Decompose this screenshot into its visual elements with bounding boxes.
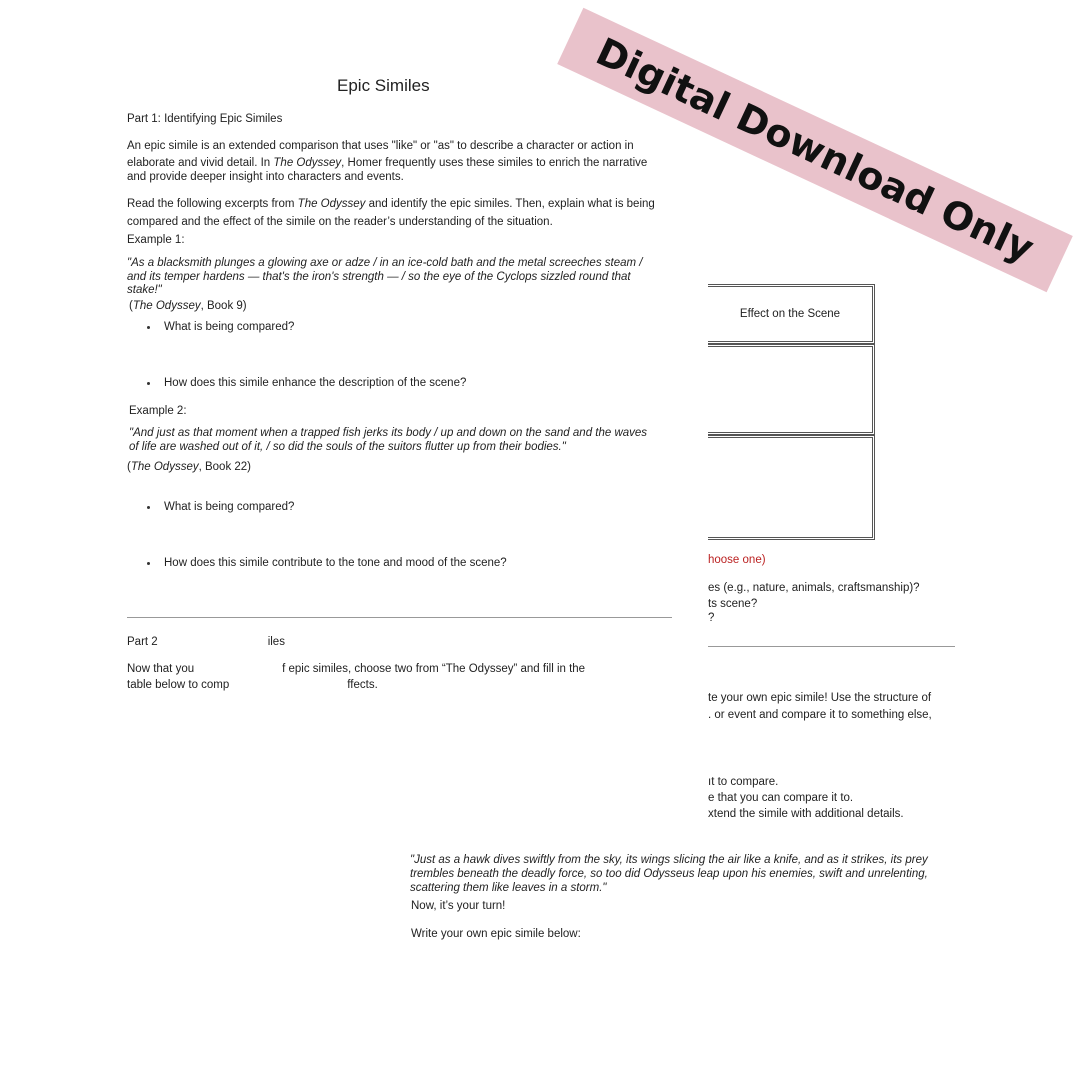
text: f epic similes, choose two from “The Odyssey” and fill in the	[282, 663, 586, 675]
question: What is being compared?	[164, 501, 295, 513]
example2-quote: "And just as that moment when a trapped fish jerks its body / up and down on the sand and the waves	[129, 427, 648, 439]
step: xtend the simile with additional details.	[708, 808, 904, 820]
part3-text: te your own epic simile! Use the structure of	[708, 692, 932, 704]
table-cell[interactable]	[708, 344, 875, 435]
instructions-line	[127, 198, 655, 211]
bullet-icon	[147, 382, 150, 385]
part1-heading: Part 1: Identifying Epic Similes	[127, 113, 283, 125]
text: Now that you	[127, 663, 195, 675]
divider	[708, 646, 955, 647]
watermark-text: Digital Download Only	[589, 29, 1041, 271]
example1-label: Example 1:	[127, 234, 185, 246]
example1-quote: and its temper hardens — that's the iron's strength — / so the eye of the Cyclops sizzled round that	[127, 271, 631, 283]
part2-text	[127, 663, 585, 676]
text: , Book 22)	[198, 461, 252, 473]
example1-quote: stake!"	[127, 284, 162, 296]
text: , Book 9)	[200, 300, 247, 312]
your-turn: Now, it’s your turn!	[411, 900, 506, 912]
book-title: The Odyssey	[273, 157, 342, 169]
book-title: The Odyssey	[297, 198, 366, 210]
text: and identify the epic similes. Then, explain what is being	[365, 198, 655, 210]
model-quote: "Just as a hawk dives swiftly from the sky, its wings slicing the air like a knife, and as it strikes, its prey	[410, 854, 928, 866]
example2-quote: of life are washed out of it, / so did the souls of the suitors flutter up from their bodies."	[129, 441, 566, 453]
page-title: Epic Similes	[337, 76, 430, 95]
table-header-cell	[708, 284, 875, 344]
bullet-icon	[147, 506, 150, 509]
intro-line	[127, 157, 647, 170]
watermark-banner	[557, 8, 1073, 292]
question: What is being compared?	[164, 321, 295, 333]
question-line: es (e.g., nature, animals, craftsmanship)?	[708, 582, 920, 594]
column-header: Effect on the Scene	[739, 308, 841, 320]
question: How does this simile contribute to the tone and mood of the scene?	[164, 557, 507, 569]
bullet-icon	[147, 562, 150, 565]
text: , Homer frequently uses these similes to enrich the narrative	[341, 157, 648, 169]
step: e that you can compare it to.	[708, 792, 854, 804]
intro-line: and provide deeper insight into characters and events.	[127, 171, 404, 183]
part2-text	[127, 679, 378, 692]
step: ıt to compare.	[708, 776, 779, 788]
text: (	[127, 461, 131, 473]
question: How does this simile enhance the description of the scene?	[164, 377, 467, 389]
write-prompt: Write your own epic simile below:	[411, 928, 581, 940]
text: (	[129, 300, 133, 312]
model-quote: trembles beneath the deadly force, so too did Odysseus leap upon his enemies, swift and unrelenting,	[410, 868, 928, 880]
text: table below to comp	[127, 679, 230, 691]
choose-note: hoose one)	[708, 554, 766, 566]
example2-citation	[127, 461, 251, 474]
text: elaborate and vivid detail. In	[127, 157, 274, 169]
question-line: ?	[708, 612, 715, 624]
book-title: The Odyssey	[130, 461, 199, 473]
example1-citation	[129, 300, 247, 313]
question-line: ts scene?	[708, 598, 758, 610]
intro-line: An epic simile is an extended comparison that uses "like" or "as" to describe a character or action in	[127, 140, 634, 152]
book-title: The Odyssey	[132, 300, 201, 312]
instructions-line: compared and the effect of the simile on the reader’s understanding of the situation.	[127, 216, 553, 228]
text: Read the following excerpts from	[127, 198, 298, 210]
text: Part 2	[127, 636, 158, 648]
bullet-icon	[147, 326, 150, 329]
part2-heading	[127, 636, 285, 649]
example2-label: Example 2:	[129, 405, 187, 417]
text: ffects.	[347, 679, 378, 691]
model-quote: scattering them like leaves in a storm."	[410, 882, 607, 894]
example1-quote: "As a blacksmith plunges a glowing axe or adze / in an ice-cold bath and the metal screeches steam /	[127, 257, 643, 269]
table-cell[interactable]	[708, 435, 875, 540]
part3-text: . or event and compare it to something else,	[708, 709, 932, 721]
text: iles	[267, 636, 285, 648]
divider	[127, 617, 672, 618]
